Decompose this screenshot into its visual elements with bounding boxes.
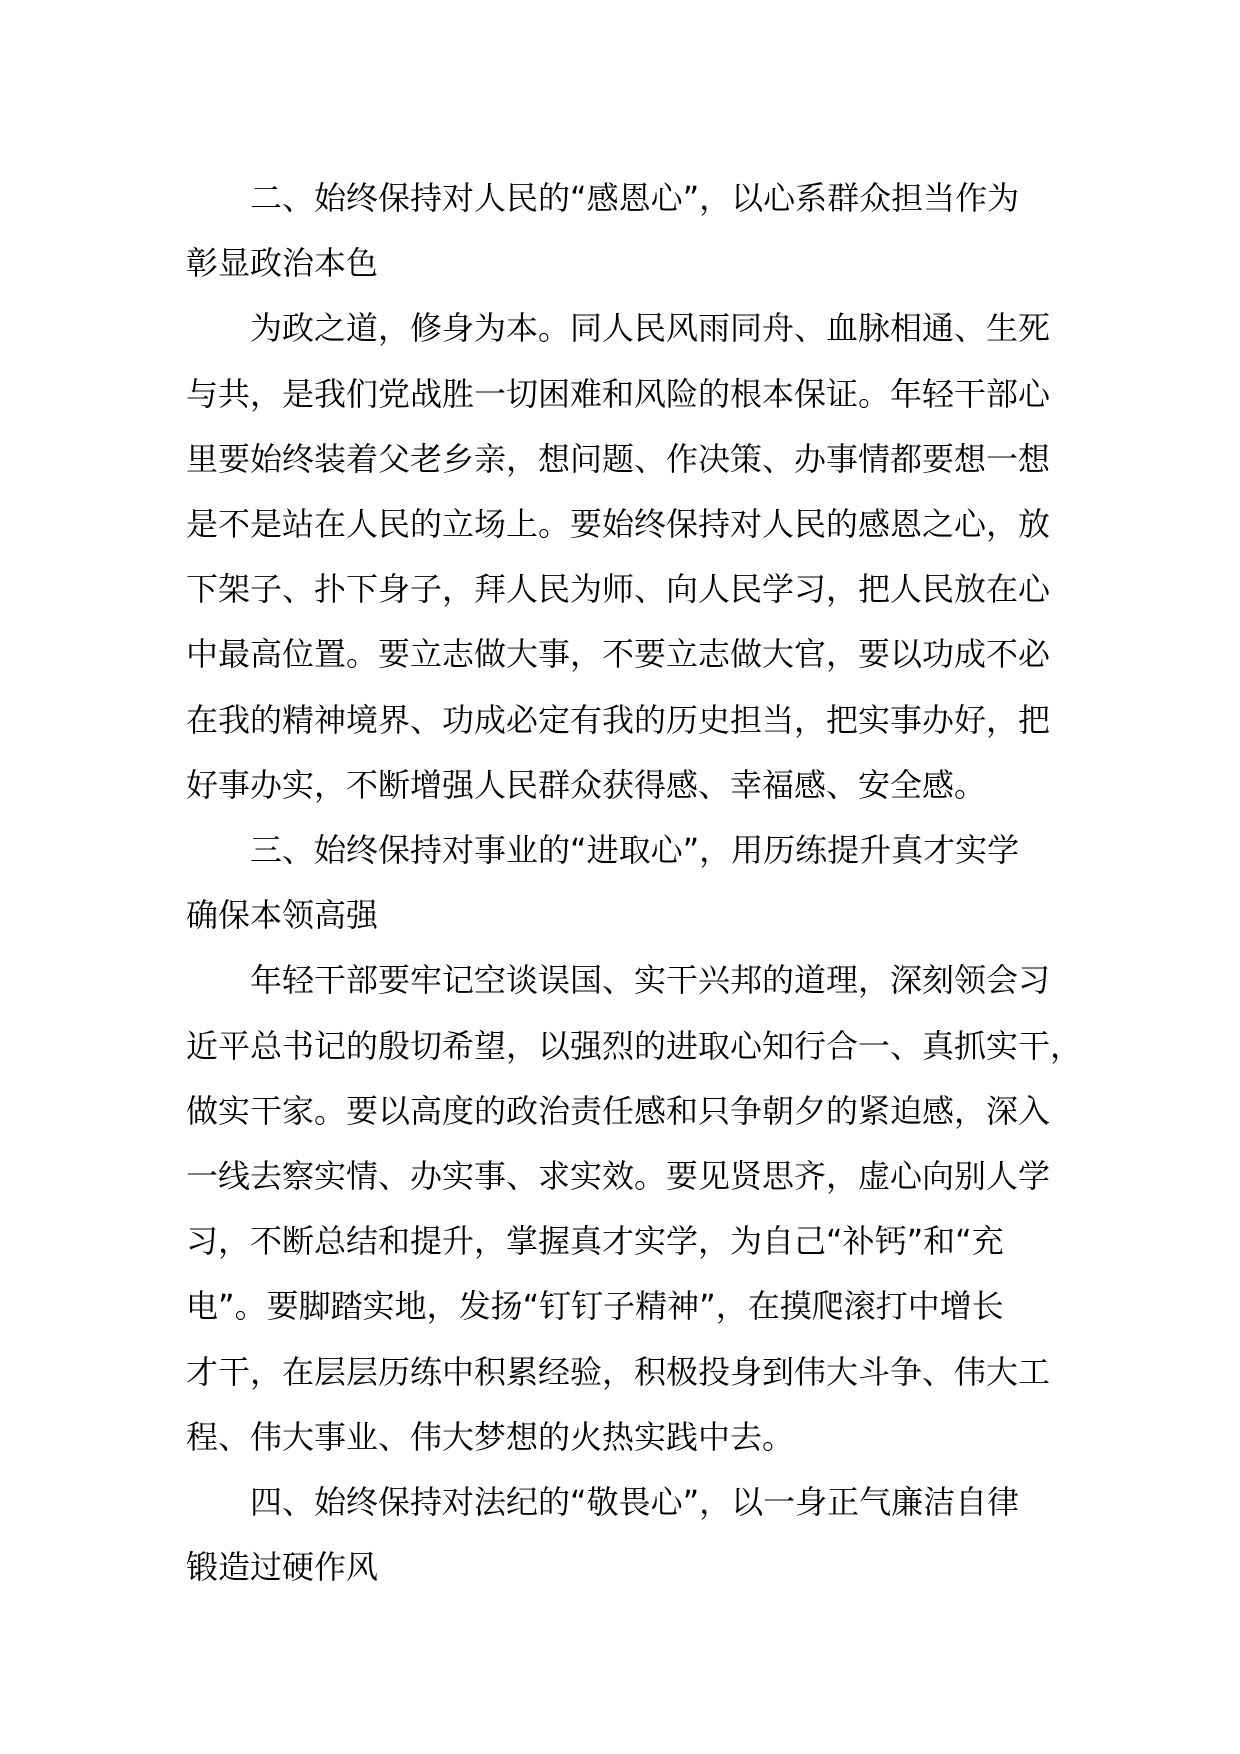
text-line: 锻造过硬作风 [186,1548,379,1587]
text-line: 四、始终保持对法纪的“敬畏心”，以一身正气廉洁自律 [250,1483,1020,1522]
text-line: 三、始终保持对事业的“进取心”，用历练提升真才实学 [250,831,1020,870]
text-line: 中最高位置。要立志做大事，不要立志做大官，要以功成不必 [186,635,1051,674]
text-line: 电”。要脚踏实地，发扬“钉钉子精神”，在摸爬滚打中增长 [186,1287,1004,1326]
text-line: 下架子、扑下身子，拜人民为师、向人民学习，把人民放在心 [186,570,1051,609]
section-heading-4 [186,1470,1066,1600]
text-line: 习，不断总结和提升，掌握真才实学，为自己“补钙”和“充 [186,1222,1004,1261]
text-line: 做实干家。要以高度的政治责任感和只争朝夕的紧迫感，深入 [186,1091,1051,1130]
text-line: 里要始终装着父老乡亲，想问题、作决策、办事情都要想一想 [186,439,1051,478]
section-heading-3 [186,818,1066,948]
text-line: 一线去察实情、办实事、求实效。要见贤思齐，虚心向别人学 [186,1157,1051,1196]
text-line: 才干，在层层历练中积累经验，积极投身到伟大斗争、伟大工 [186,1352,1051,1391]
text-line: 彰显政治本色 [186,244,379,283]
text-line: 在我的精神境界、功成必定有我的历史担当，把实事办好，把 [186,700,1051,739]
text-line: 是不是站在人民的立场上。要始终保持对人民的感恩之心，放 [186,505,1051,544]
text-line: 与共，是我们党战胜一切困难和风险的根本保证。年轻干部心 [186,374,1051,413]
text-line: 确保本领高强 [186,896,379,935]
body-paragraph-2 [186,296,1066,818]
text-line: 程、伟大事业、伟大梦想的火热实践中去。 [186,1417,795,1456]
text-line: 二、始终保持对人民的“感恩心”，以心系群众担当作为 [250,179,1020,217]
text-line: 好事办实，不断增强人民群众获得感、幸福感、安全感。 [186,765,987,804]
text-line: 为政之道，修身为本。同人民风雨同舟、血脉相通、生死 [250,309,1051,348]
section-heading-2 [186,166,1066,296]
text-line: 年轻干部要牢记空谈误国、实干兴邦的道理，深刻领会习 [250,961,1051,1000]
body-paragraph-3 [186,948,1083,1470]
document-body [186,166,1083,1600]
text-line: 近平总书记的殷切希望，以强烈的进取心知行合一、真抓实干， [186,1026,1083,1065]
